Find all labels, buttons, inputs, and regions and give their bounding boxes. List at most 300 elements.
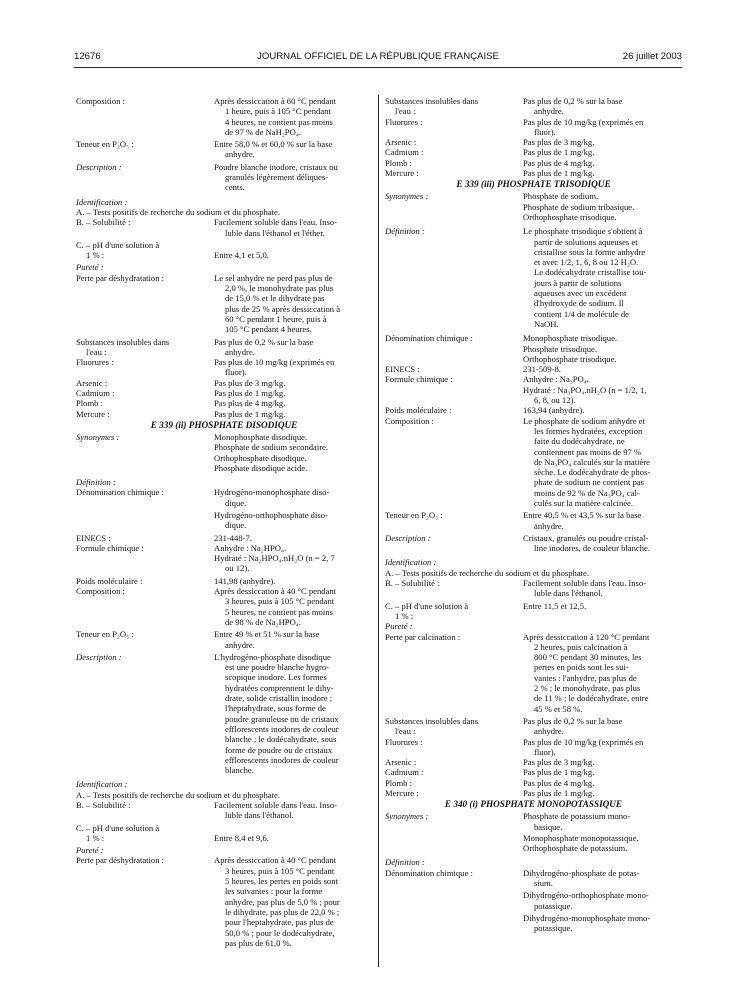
entry-fluorures (76, 357, 372, 378)
entry-label: Perte par calcination : (385, 631, 461, 642)
identification-tests: A. – Tests positifs de recherche du sodium et du phosphate. (385, 567, 590, 578)
text-line: Orthophosphate trisodique. (523, 353, 617, 364)
formule-hydrate (523, 385, 682, 406)
text-line: 105 °C pendant 4 heures. (225, 324, 312, 335)
entry-value: Pas plus de 1 mg/kg. (523, 147, 595, 158)
entry-label: Teneur en P₂O₅ : (385, 510, 443, 521)
entry-value: Pas plus de 1 mg/kg. (523, 168, 595, 179)
entry-substances-insolubles (76, 337, 372, 358)
text-line: anhydre. (534, 106, 564, 117)
text-line: ou 12). (225, 563, 250, 574)
section-title: E 339 (iii) PHOSPHATE TRISODIQUE (456, 179, 611, 190)
entry-value (523, 811, 682, 853)
text-line: d'hydroxyde de sodium. Il (534, 298, 624, 309)
page-number: 12676 (74, 51, 101, 62)
text-line: 5 heures, ne contient pas moins (225, 606, 333, 617)
entry-value (523, 374, 682, 405)
entry-perte (385, 632, 682, 714)
formule-anhydre: Anhydre : Na₃PO₄. (523, 374, 589, 385)
entry-description (76, 652, 372, 776)
text-line: 2,0 %, le monohydrate pas plus (225, 283, 334, 294)
entry-label: Teneur en P₂O₅ : (76, 629, 134, 640)
entry-solubilite (76, 800, 372, 821)
text-line: blanche. (225, 765, 254, 776)
entry-label (76, 823, 214, 844)
text-line: Orthophosphate de potassium. (523, 843, 628, 854)
entry-label: Dénomination chimique : (385, 867, 473, 878)
text-line: Pas plus de 0,2 % sur la base (214, 336, 314, 347)
entry-label: B. – Solubilité : (76, 800, 131, 810)
entry-value (214, 337, 372, 358)
entry-label: Formule chimique : (76, 542, 144, 553)
entry-cadmium (385, 147, 682, 157)
identification-tests: A. – Tests positifs de recherche du sodium et du phosphate. (76, 206, 281, 217)
entry-synonymes (76, 432, 372, 473)
text-line: les suivantes : pour la forme (225, 886, 323, 897)
text-line: Phosphate de sodium secondaire. (214, 442, 329, 453)
entry-value (523, 333, 682, 364)
text-line: Facilement soluble dans l'eau. Inso- (523, 578, 647, 589)
text-line: l'eau : (395, 726, 416, 737)
subheading-purete: Pureté : (385, 621, 413, 632)
entry-label (76, 337, 214, 358)
text-line: Facilement soluble dans l'eau. Inso- (214, 217, 338, 228)
entry-arsenic (385, 137, 682, 147)
entry-label: EINECS : (385, 364, 420, 375)
entry-perte (76, 855, 372, 948)
header-rule (74, 67, 682, 68)
text-line: fluor). (534, 746, 556, 757)
text-line: Substances insolubles dans (76, 336, 170, 347)
entry-label: Mercure : (385, 168, 419, 179)
text-line: sèche. Le dodécahydrate de phos- (534, 467, 651, 478)
text-line: Phosphate de sodium. (523, 191, 599, 202)
text-line: moins de 92 % de Na₃PO₄ cal- (534, 487, 640, 498)
entry-solubilite (385, 578, 682, 599)
text-line: anhydre. (225, 639, 255, 650)
entry-composition (385, 416, 682, 509)
entry-label: Mercure : (385, 788, 419, 798)
entry-value (214, 800, 372, 821)
text-line: Pas plus de 10 mg/kg (exprimés en (523, 116, 644, 127)
entry-value (523, 737, 682, 758)
text-line: 800 °C pendant 30 minutes, les (534, 652, 642, 663)
entry-definition (385, 226, 682, 329)
text-line: de Na₃PO₄ calculés sur la matière (534, 456, 650, 467)
entry-label: Arsenic : (385, 137, 417, 148)
text-line: scopique inodore. Les formes (225, 672, 327, 683)
entry-value: 231-448-7. (214, 532, 252, 543)
text-line: Dihydrogéno-phosphate de potas- (523, 867, 640, 878)
entry-value: Pas plus de 4 mg/kg. (523, 157, 595, 168)
entry-label: Synonymes : (385, 811, 429, 822)
entry-value (523, 716, 682, 737)
entry-value (523, 632, 682, 714)
text-line: pas plus de 61,0 %. (225, 937, 292, 948)
subheading-purete: Pureté : (76, 262, 104, 273)
text-line: Monophosphate trisodique. (523, 333, 618, 344)
subheading-definition: Définition : (385, 857, 425, 868)
text-line: Phosphate de sodium tribasique. (523, 201, 635, 212)
entry-label: Cadmium : (385, 147, 424, 158)
text-line: forme de poudre ou de cristaux (225, 744, 333, 755)
text-line: Dihydrogéno-monophosphate mono- (523, 912, 651, 923)
entry-poids (385, 405, 682, 415)
entry-teneur (76, 629, 372, 650)
entry-label: Mercure : (76, 408, 110, 419)
text-line: Poudre blanche inodore, cristaux ou (214, 161, 338, 172)
entry-value: Entre 8,4 et 9,6. (214, 832, 269, 843)
text-line: Pas plus de 10 mg/kg (exprimés en (523, 736, 644, 747)
synonymes-other (523, 833, 682, 854)
entry-label: Arsenic : (76, 377, 108, 388)
column-divider (378, 95, 379, 967)
text-line: culés sur la matière calcinée. (534, 497, 634, 508)
subheading-identification: Identification : (76, 196, 128, 207)
entry-value (214, 432, 372, 473)
text-line: de 11 % ; le dodécahydrate, entre (534, 693, 649, 704)
entry-mercure (385, 168, 682, 178)
entry-label: Arsenic : (385, 757, 417, 768)
entry-mercure (385, 788, 682, 798)
section-title: E 339 (ii) PHOSPHATE DISODIQUE (150, 419, 298, 430)
journal-title: JOURNAL OFFICIEL DE LA RÉPUBLIQUE FRANÇAISE (257, 51, 499, 62)
text-line: blanche ; le dodécahydrate, sous (225, 734, 337, 745)
text-line: drate, solide cristallin inodore ; (225, 693, 333, 704)
entry-value (523, 533, 682, 554)
entry-value: Pas plus de 4 mg/kg. (523, 777, 595, 788)
entry-arsenic (385, 757, 682, 767)
text-line: Orthophosphate disodique. (214, 452, 307, 463)
entry-value: 141,98 (anhydre). (214, 575, 276, 586)
entry-label: EINECS : (76, 532, 111, 543)
text-line: Hydrogéno-monophosphate diso- (214, 487, 330, 498)
text-line: Pas plus de 10 mg/kg (exprimés en (214, 357, 335, 368)
text-line: est une poudre blanche hygro- (225, 662, 330, 673)
text-line: Hydrogéno-orthophosphate diso- (214, 509, 328, 520)
identification-tests: A. – Tests positifs de recherche du sodium et du phosphate. (76, 789, 281, 800)
entry-label: Définition : (385, 226, 425, 237)
text-line: Phosphate de potassium mono- (523, 811, 631, 822)
entry-ph (76, 240, 372, 261)
text-line: les formes hydratées, exception (534, 425, 643, 436)
entry-value (214, 162, 372, 193)
text-line: aqueuses avec un excédent (534, 288, 627, 299)
entry-label: Description : (76, 651, 122, 662)
text-line: pour l'heptahydrate, pas plus de (225, 917, 334, 928)
text-line: luble dans l'éthanol et l'éther. (225, 227, 325, 238)
text-line: Hydraté : Na₃PO₄.nH₂O (n = 1/2, 1, (523, 384, 647, 395)
entry-value (523, 510, 682, 531)
entry-label: Synonymes : (385, 191, 429, 202)
text-line: granulés légèrement déliques- (225, 172, 329, 183)
text-line: Le dodécahydrate cristallise tou- (534, 267, 647, 278)
entry-value (214, 855, 372, 948)
text-line: 2 heures, puis calcination à (534, 641, 628, 652)
synonyme-1 (523, 811, 682, 832)
entry-ph (385, 601, 682, 622)
entry-cadmium (76, 388, 372, 398)
text-line: cents. (225, 182, 245, 193)
text-line: luble dans l'éthanol. (225, 810, 294, 821)
entry-label: Composition : (76, 586, 125, 597)
entry-denomination (385, 868, 682, 934)
text-line: Monophosphate disodique. (214, 431, 308, 442)
entry-description (385, 533, 682, 554)
text-line: 5 heures, les pertes en poids sont (225, 876, 338, 887)
text-line: anhydre. (225, 346, 255, 357)
text-line: dique. (225, 520, 247, 531)
entry-label: Description : (76, 161, 122, 172)
text-line: partir de solutions aqueuses et (534, 236, 638, 247)
text-line: contient 1/4 de molécule de (534, 308, 629, 319)
text-line: Phosphate disodique acide. (214, 462, 308, 473)
text-line: luble dans l'éthanol. (534, 588, 603, 599)
denomination-2 (214, 510, 372, 531)
text-line: NaOH. (534, 318, 559, 329)
entry-teneur (385, 510, 682, 531)
entry-value: Pas plus de 4 mg/kg. (214, 398, 286, 409)
entry-label: Fluorures : (385, 736, 423, 747)
text-line: 60 °C pendant 1 heure, puis à (225, 313, 327, 324)
text-line: vantes : l'anhydre, pas plus de (534, 672, 637, 683)
publication-date: 26 juillet 2003 (622, 51, 682, 62)
text-line: Phosphate trisodique. (523, 343, 597, 354)
entry-value: Entre 4,1 et 5,0. (214, 249, 269, 260)
text-line: Hydraté : Na₂HPO₄.nH₂O (n = 2, 7 (214, 553, 335, 564)
entry-einecs (385, 364, 682, 374)
entry-ph (76, 823, 372, 844)
entry-label: Formule chimique : (385, 374, 453, 385)
entry-label: Description : (385, 532, 431, 543)
text-line: Après dessiccation à 60 °C pendant (214, 96, 337, 106)
right-column (385, 96, 682, 934)
entry-value: 231-509-8. (523, 364, 561, 375)
entry-value: Entre 11,5 et 12,5. (523, 600, 587, 611)
entry-value: Pas plus de 1 mg/kg. (523, 788, 595, 798)
entry-substances-insolubles (385, 96, 682, 117)
entry-label (385, 601, 523, 622)
entry-label: Fluorures : (76, 357, 114, 368)
entry-poids (76, 576, 372, 586)
text-line: 4 heures, ne contient pas moins (225, 116, 333, 127)
entry-value (523, 96, 682, 117)
entry-label: Cadmium : (385, 767, 424, 778)
entry-label: Fluorures : (385, 116, 423, 127)
denomination-3 (523, 913, 682, 934)
text-line: contiennent pas moins de 97 % (534, 446, 642, 457)
entry-formule (385, 374, 682, 405)
text-line: 3 heures, puis à 105 °C pendant (225, 596, 335, 607)
section-title: E 340 (i) PHOSPHATE MONOPOTASSIQUE (444, 799, 623, 810)
text-line: 45 % et 58 %. (534, 703, 583, 714)
entry-value (214, 629, 372, 650)
text-line: Pas plus de 0,2 % sur la base (523, 96, 623, 106)
entry-label: Plomb : (385, 777, 412, 788)
entry-value (214, 652, 372, 776)
text-line: 1 % : (86, 250, 105, 261)
entry-label: Composition : (76, 96, 125, 106)
text-line: fluor). (534, 126, 556, 137)
entry-label: Plomb : (385, 157, 412, 168)
entry-label: Teneur en P₂O₅ : (76, 139, 134, 150)
entry-value (214, 487, 372, 530)
entry-value (214, 139, 372, 160)
entry-label (385, 716, 523, 737)
text-line: anhydre. (534, 726, 564, 737)
entry-value (214, 96, 372, 137)
entry-label: Dénomination chimique : (76, 487, 164, 498)
entry-label (385, 96, 523, 117)
text-line: Après dessiccation à 120 °C pendant (523, 631, 650, 642)
text-line: jours à partir de solutions (534, 277, 622, 288)
text-line: Le phosphate trisodique s'obtient à (523, 226, 643, 237)
entry-label: Perte par déshydratation : (76, 855, 165, 866)
text-line: Entre 49 % et 51 % sur la base (214, 629, 320, 640)
text-line: hydratées comprennent le dihy- (225, 682, 334, 693)
entry-value (523, 117, 682, 138)
entry-composition (76, 96, 372, 137)
text-line: Substances insolubles dans (385, 715, 479, 726)
denomination-1 (214, 487, 372, 508)
entry-label: Synonymes : (76, 431, 120, 442)
entry-teneur (76, 139, 372, 160)
entry-label: B. – Solubilité : (385, 578, 440, 589)
entry-einecs (76, 533, 372, 543)
text-line: de 98 % de Na₂HPO₄. (225, 616, 301, 627)
entry-value: Pas plus de 3 mg/kg. (523, 137, 595, 148)
entry-value (523, 578, 682, 599)
text-line: L'hydrogéno-phosphate disodique (214, 651, 331, 662)
entry-value: Pas plus de 3 mg/kg. (523, 757, 595, 768)
entry-label: Cadmium : (76, 388, 115, 399)
text-line: 1 % : (395, 610, 414, 621)
entry-value: Pas plus de 1 mg/kg. (523, 767, 595, 778)
formule-hydrate (214, 553, 372, 574)
text-line: l'eau : (86, 346, 107, 357)
entry-value (523, 226, 682, 329)
text-line: Facilement soluble dans l'eau. Inso- (214, 800, 338, 810)
entry-label: Plomb : (76, 398, 103, 409)
entry-value (523, 868, 682, 934)
text-line: C. – pH d'une solution à (76, 822, 160, 833)
text-line: efflorescents inodores de couleur (225, 754, 339, 765)
text-line: Pas plus de 0,2 % sur la base (523, 715, 623, 726)
entry-fluorures (385, 737, 682, 758)
entry-label (76, 240, 214, 261)
text-line: pertes en poids sont les sui- (534, 662, 629, 673)
entry-value: Pas plus de 1 mg/kg. (214, 388, 286, 399)
text-line: Le phosphate de sodium anhydre et (523, 415, 645, 426)
text-line: anhydre. (534, 520, 564, 531)
entry-value: 163,94 (anhydre). (523, 405, 585, 416)
entry-value: Pas plus de 1 mg/kg. (214, 408, 286, 419)
entry-plomb (385, 158, 682, 168)
text-line: Entre 58,0 % et 60,0 % sur la base (214, 139, 333, 150)
text-line: plus de 25 % après dessiccation à (225, 303, 341, 314)
text-line: Le sel anhydre ne perd pas plus de (214, 272, 333, 283)
entry-substances-insolubles (385, 716, 682, 737)
text-line: Cristaux, granulés ou poudre cristal- (523, 532, 649, 543)
text-line: efflorescents inodores de couleur (225, 723, 339, 734)
text-line: Monophosphate monopotassique. (523, 832, 639, 843)
left-column (76, 96, 372, 948)
text-line: 6, 8, ou 12). (534, 395, 576, 406)
formule-anhydre: Anhydre : Na₂HPO₄. (214, 542, 287, 553)
text-line: anhydre. (225, 149, 255, 160)
subheading-purete: Pureté : (76, 845, 104, 856)
text-line: 3 heures, puis à 105 °C pendant (225, 865, 335, 876)
entry-label: Composition : (385, 415, 434, 426)
text-line: Entre 40,5 % et 43,5 % sur la base (523, 510, 642, 521)
entry-value (214, 357, 372, 378)
entry-solubilite (76, 217, 372, 238)
entry-value (214, 586, 372, 627)
text-line: 2 % ; le monohydrate, pas plus (534, 683, 641, 694)
text-line: 1 heure, puis à 105 °C pendant (225, 106, 331, 117)
text-line: sium. (534, 878, 553, 889)
text-line: basique. (534, 821, 563, 832)
text-line: phate de sodium ne contient pas (534, 477, 645, 488)
text-line: de 15,0 % et le dihydrate pas (225, 293, 325, 304)
entry-mercure (76, 409, 372, 419)
text-line: 1 % : (86, 832, 105, 843)
text-line: de 97 % de NaH₂PO₄. (225, 126, 301, 137)
text-line: Après dessiccation à 40 °C pendant (214, 586, 337, 597)
entry-denomination (76, 487, 372, 530)
entry-perte (76, 273, 372, 335)
entry-value (523, 191, 682, 222)
entry-value (523, 416, 682, 509)
text-line: poudre granuleuse ou de cristaux (225, 713, 339, 724)
entry-description (76, 162, 372, 193)
text-line: cristallise sous la forme anhydre (534, 246, 646, 257)
subheading-identification: Identification : (76, 779, 128, 790)
text-line: fluor). (225, 367, 247, 378)
text-line: l'heptahydrate, sous forme de (225, 703, 326, 714)
entry-label: Dénomination chimique : (385, 333, 473, 344)
entry-label: Poids moléculaire : (76, 575, 143, 586)
entry-label: B. – Solubilité : (76, 217, 131, 228)
text-line: line inodores, de couleur blanche. (534, 543, 650, 554)
entry-label: Perte par déshydratation : (76, 272, 165, 283)
entry-label: Poids moléculaire : (385, 405, 452, 416)
text-line: C. – pH d'une solution à (385, 600, 469, 611)
entry-plomb (76, 398, 372, 408)
entry-synonymes (385, 191, 682, 222)
text-line: 50,0 % ; pour le dodécahydrate, (225, 927, 335, 938)
entry-denomination (385, 333, 682, 364)
entry-fluorures (385, 117, 682, 138)
text-line: Substances insolubles dans (385, 96, 479, 106)
entry-arsenic (76, 378, 372, 388)
text-line: potassique. (534, 923, 573, 934)
text-line: l'eau : (395, 106, 416, 117)
text-line: Dihydrogéno-orthophosphate mono- (523, 890, 649, 901)
subheading-identification: Identification : (385, 557, 437, 568)
page-header (74, 50, 682, 64)
denomination-1 (523, 868, 682, 889)
subheading-definition: Définition : (76, 477, 116, 488)
text-line: Après dessiccation à 40 °C pendant (214, 855, 337, 866)
entry-formule (76, 543, 372, 574)
entry-cadmium (385, 767, 682, 777)
text-line: dique. (225, 497, 247, 508)
text-line: anhydre, pas plus de 5,0 % ; pour (225, 896, 340, 907)
entry-plomb (385, 778, 682, 788)
entry-value: Pas plus de 3 mg/kg. (214, 377, 286, 388)
text-line: Orthophosphate trisodique. (523, 211, 617, 222)
